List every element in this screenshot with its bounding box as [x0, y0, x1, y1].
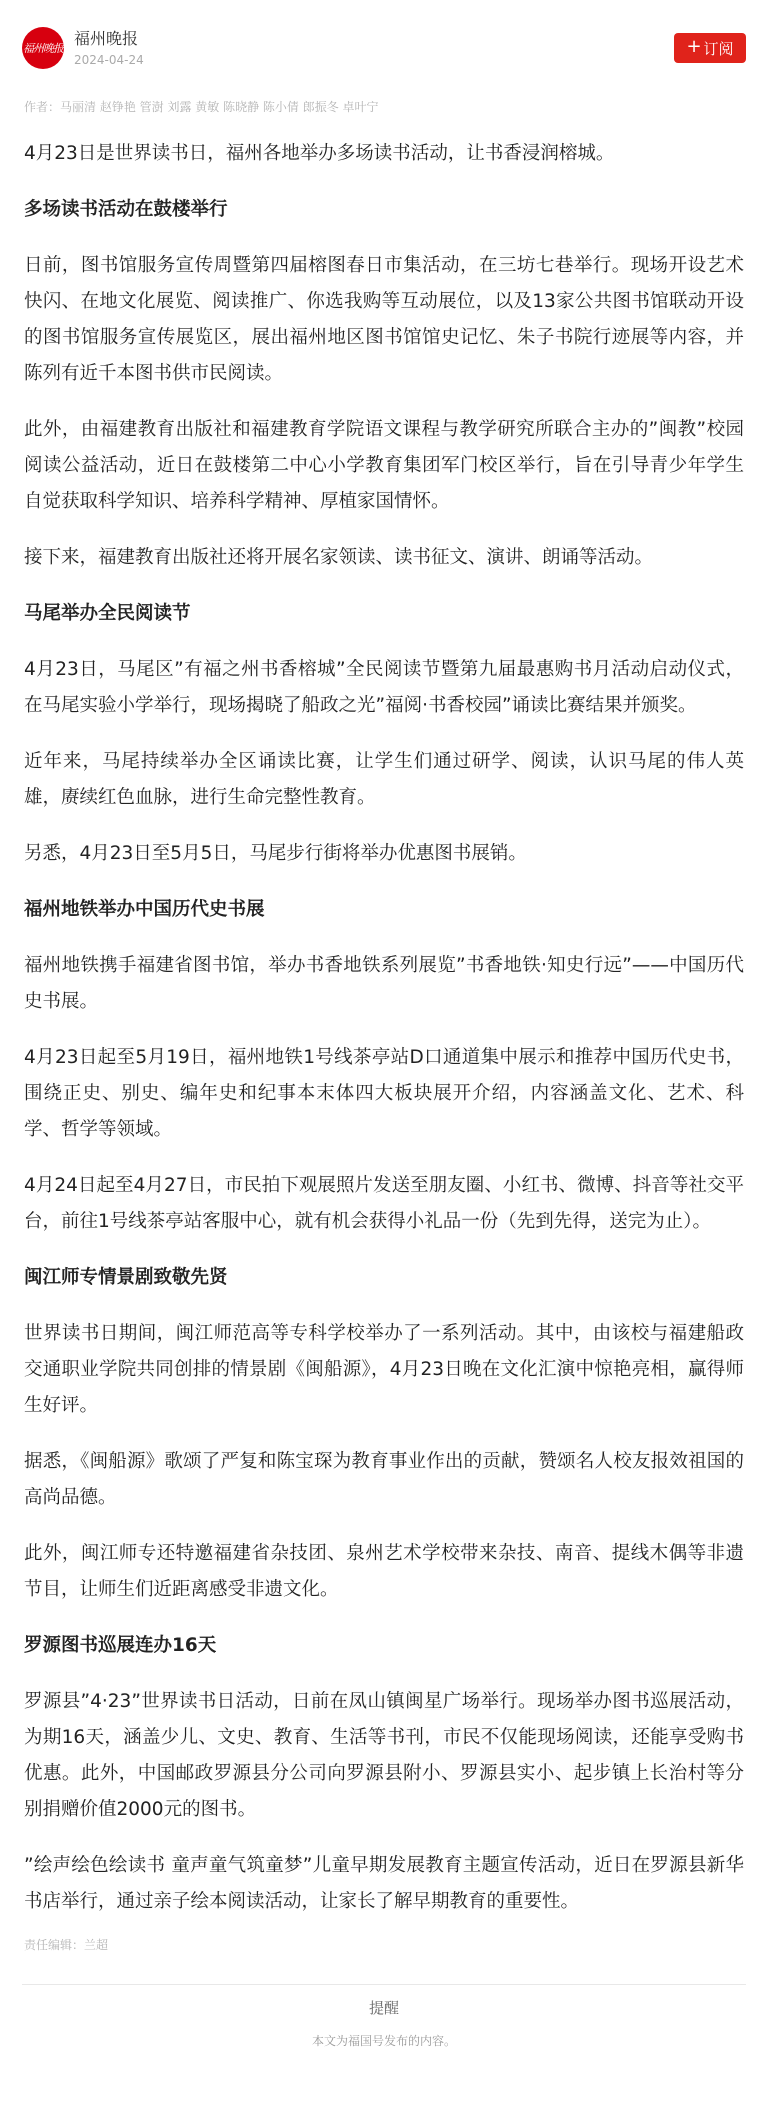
article-paragraph: 另悉，4月23日至5月5日，马尾步行街将举办优惠图书展销。 — [24, 843, 527, 864]
article-paragraph: 据悉，《闽船源》歌颂了严复和陈宝琛为教育事业作出的贡献，赞颂名人校友报效祖国的高尚品德。 — [24, 1451, 744, 1508]
author-line: 作者：马丽清 赵铮艳 管澍 刘露 黄敏 陈晓静 陈小倩 郎振冬 卓叶宁 — [24, 100, 379, 114]
article-paragraph: 近年来，马尾持续举办全区诵读比赛，让学生们通过研学、阅读，认识马尾的伟人英雄，赓续红色血脉，进行生命完整性教育。 — [24, 751, 744, 808]
subscribe-label: 订阅 — [703, 39, 734, 58]
section-heading: 马尾举办全民阅读节 — [24, 603, 191, 624]
article-paragraph: 4月23日是世界读书日，福州各地举办多场读书活动，让书香浸润榕城。 — [24, 143, 615, 164]
publish-date: 2024-04-24 — [74, 52, 144, 67]
section-heading: 福州地铁举办中国历代史书展 — [24, 899, 265, 920]
subscribe-button[interactable] — [674, 33, 746, 63]
article-paragraph: 此外，闽江师专还特邀福建省杂技团、泉州艺术学校带来杂技、南音、提线木偶等非遗节目，让师生们近距离感受非遗文化。 — [24, 1543, 744, 1600]
section-heading: 多场读书活动在鼓楼举行 — [24, 199, 228, 220]
article-paragraph: 日前，图书馆服务宣传周暨第四届榕图春日市集活动，在三坊七巷举行。现场开设艺术快闪、在地文化展览、阅读推广、你选我购等互动展位，以及13家公共图书馆联动开设的图书馆服务宣传展览区，展出福州地区图书馆馆史记忆、朱子书院行迹展等内容，并陈列有近千本图书供市民阅读。 — [24, 255, 744, 384]
logo-text: 福州晚报 — [23, 42, 63, 55]
reminder-title: 提醒 — [368, 1999, 399, 2017]
article-paragraph: 罗源县”4·23”世界读书日活动，日前在凤山镇闽星广场举行。现场举办图书巡展活动，为期16天，涵盖少儿、文史、教育、生活等书刊，市民不仅能现场阅读，还能享受购书优惠。此外，中国邮政罗源县分公司向罗源县附小、罗源县实小、起步镇上长治村等分别捐赠价值2000元的图书。 — [24, 1691, 744, 1820]
article-body — [0, 136, 768, 1920]
article-header — [0, 0, 768, 96]
section-heading: 闽江师专情景剧致敬先贤 — [24, 1267, 228, 1288]
article-paragraph: ”绘声绘色绘读书 童声童气筑童梦”儿童早期发展教育主题宣传活动，近日在罗源县新华书店举行，通过亲子绘本阅读活动，让家长了解早期教育的重要性。 — [24, 1855, 744, 1912]
article-paragraph: 接下来，福建教育出版社还将开展名家领读、读书征文、演讲、朗诵等活动。 — [24, 547, 654, 568]
plus-icon: + — [686, 36, 702, 57]
article-paragraph: 此外，由福建教育出版社和福建教育学院语文课程与教学研究所联合主办的”闽教”校园阅读公益活动，近日在鼓楼第二中心小学教育集团军门校区举行，旨在引导青少年学生自觉获取科学知识、培养科学精神、厚植家国情怀。 — [24, 419, 744, 512]
source-avatar[interactable] — [22, 27, 64, 69]
article-paragraph: 4月24日起至4月27日，市民拍下观展照片发送至朋友圈、小红书、微博、抖音等社交平台，前往1号线茶亭站客服中心，就有机会获得小礼品一份（先到先得，送完为止）。 — [24, 1175, 744, 1232]
article-paragraph: 世界读书日期间，闽江师范高等专科学校举办了一系列活动。其中，由该校与福建船政交通职业学院共同创排的情景剧《闽船源》，4月23日晚在文化汇演中惊艳亮相，赢得师生好评。 — [24, 1323, 744, 1416]
article-paragraph: 福州地铁携手福建省图书馆，举办书香地铁系列展览”书香地铁·知史行远”——中国历代史书展。 — [24, 955, 744, 1012]
editor-line: 责任编辑：兰超 — [24, 1938, 109, 1952]
reminder-footer — [22, 1984, 746, 2049]
source-name[interactable]: 福州晚报 — [74, 28, 139, 48]
section-heading: 罗源图书巡展连办16天 — [24, 1635, 217, 1656]
source-info — [74, 29, 674, 68]
article-paragraph: 4月23日起至5月19日，福州地铁1号线茶亭站D口通道集中展示和推荐中国历代史书，围绕正史、别史、编年史和纪事本末体四大板块展开介绍，内容涵盖文化、艺术、科学、哲学等领域。 — [24, 1047, 744, 1140]
reminder-note: 本文为福国号发布的内容。 — [311, 2034, 456, 2048]
article-paragraph: 4月23日，马尾区”有福之州书香榕城”全民阅读节暨第九届最惠购书月活动启动仪式，在马尾实验小学举行，现场揭晓了船政之光”福阅·书香校园”诵读比赛结果并颁奖。 — [24, 659, 744, 716]
